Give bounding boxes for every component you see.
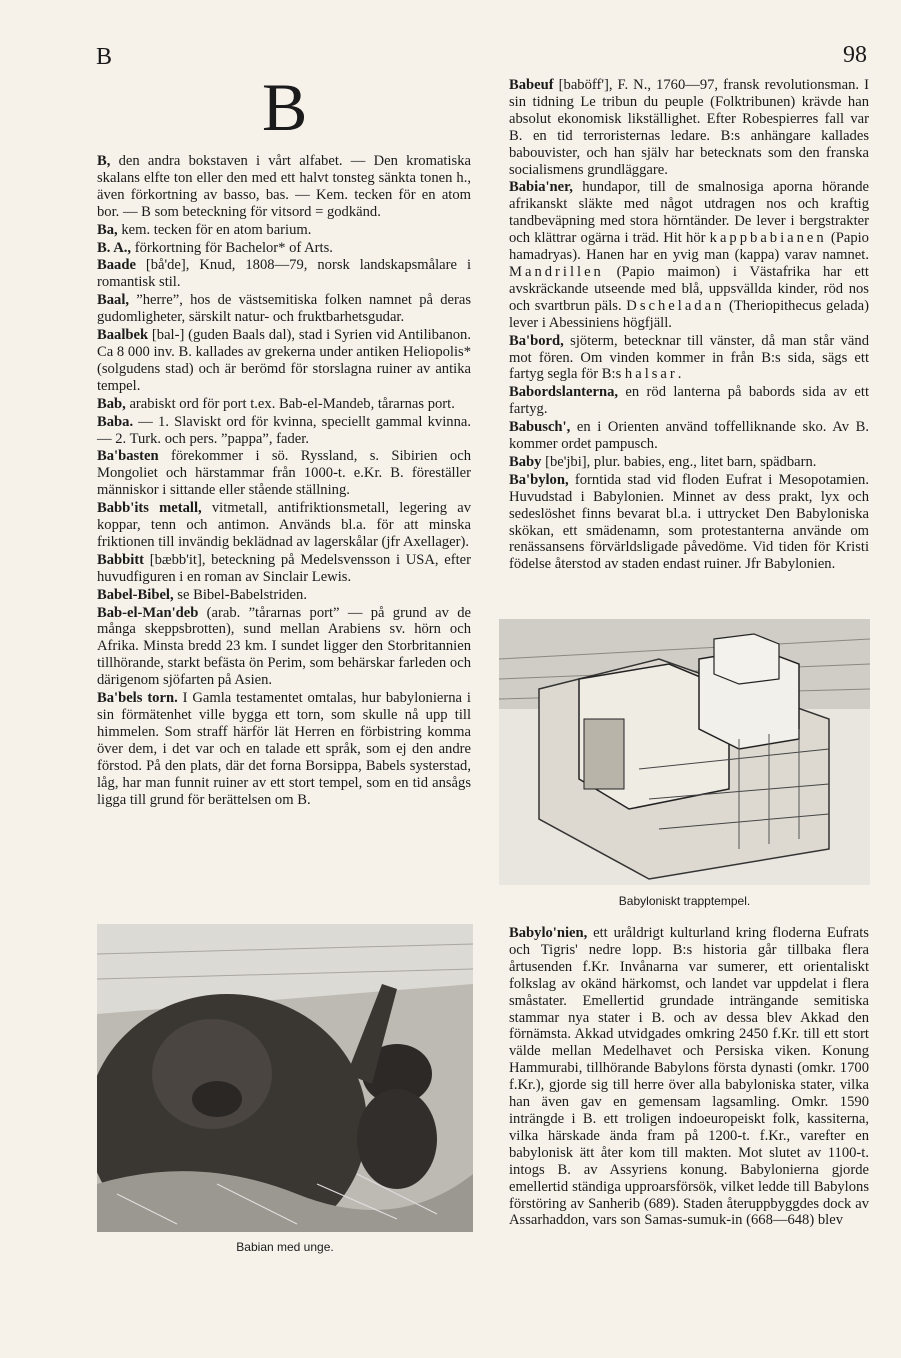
running-head: B <box>96 44 113 70</box>
baboon-photo <box>97 924 473 1232</box>
entry: Ba'basten förekommer i sö. Ryssland, s. Sibirien och Mongoliet och härstammar från 1000-t. e.Kr. B. föreställer människor i sittande eller stående ställning. <box>97 448 471 499</box>
entry: Bab-el-Man'deb (arab. ”tårarnas port” — på grund av de många skeppsbrotten), sund mellan Arabiens sv. hörn och Afrika. Minsta bredd 23 km. I sundet ligger den Storbritannien tillhörande, starkt befästa ön Perim, som behärskar farleden och därigenom sjöfarten på Asien. <box>97 604 471 689</box>
entry: Ba'bels torn. I Gamla testamentet omtalas, hur babylonierna i sin förmätenhet ville bygga ett torn, som skulle nå upp till himmelen. Som straff härför lät Herren en förbistring komma över dem, i det var och en talade ett språk, som ej den andre förstod. På den plats, där det forna Borsippa, Babels systerstad, låg, har man funnit ruiner av ett stort tempel, som en tid ansågs ligga till grund för berättelsen om B. <box>97 690 471 808</box>
entry: Babbitt [bæbb'it], beteckning på Medelsvensson i USA, efter huvudfiguren i en roman av Sinclair Lewis. <box>97 551 471 585</box>
entry: B, den andra bokstaven i vårt alfabet. — Den kromatiska skalans elfte ton eller den med ett halvt tonsteg sänkta tonen h., även förkortning av basso, bas. — Kem. tecken för en atom bor. — B som beteckning för vitsord = godkänd. <box>97 153 471 220</box>
entry: Ba, kem. tecken för en atom barium. <box>97 221 312 238</box>
entry: Ba'bylon, forntida stad vid floden Eufrat i Mesopotamien. Huvudstad i Babylonien. Minnet av dess prakt, lyx och sedeslöshet finns bevarat bl.a. i uttrycket Den Babyloniska skökan, ett smädenamn, som protestanterna använde om renässansens förvärldsligade påvedöme. Vid tiden för Kristi födelse återstod av staden endast ruiner. Jfr Babylonien. <box>509 471 869 573</box>
section-letter: B <box>262 69 308 145</box>
entry: Babia'ner, hundapor, till de smalnosiga aporna hörande afrikanskt släkte med något utdragen nos och kraftig tandbeväpning med stora hörntänder. De lever i bergstrakter och klättrar ogärna i träd. Hit hör kappbabianen (Papio hamadryas). Hanen har en yvig man (kappa) varav namnet. Mandrillen (Papio maimon) i Västafrika har ett avskräckande utseende med blå, uppsvällda kinder, röd nos och svartbrun päls. Dscheladan (Theriopithecus gelada) lever i Abessiniens högfjäll. <box>509 179 869 331</box>
entry: Babylo'nien, ett uråldrigt kulturland kring floderna Eufrats och Tigris' nedre lopp. B:s historia går tillbaka flera årtusenden f.Kr. Invånarna var sumerer, ett orientaliskt folkslag av okänd härkomst, och landet var uppdelat i flera småstater. Emellertid grundade inträngande semitiska stammar nya stater i B. och av dessa blev Akkad den förnämsta. Akkad utvidgades omkring 2450 f.Kr. till ett stort välde mellan Medelhavet och Persiska viken. Konung Hammurabi, tillhörande Babylons första dynasti (omkr. 1700 f.Kr.), gjorde sig till herre över alla babyloniska stater, vilka han även gav en gemensam lagsamling. Omkr. 1590 inträngde i B. ett troligen indoeuropeiskt folk, kassiterna, vilka härskade ända fram på 1200-t. f.Kr., varefter en babylonisk ätt åter kom till makten. Mot slutet av 1100-t. intogs B. av Assyriens konung. Babylonierna gjorde emellertid ständiga upproarsförsök, vilket ledde till Babylons förstöring av Sanherib (689). Staden återuppbyggdes dock av Assarhaddon, vars son Samas-sumuk-in (668—648) blev <box>509 925 869 1229</box>
entry: Babel-Bibel, se Bibel-Babelstriden. <box>97 586 307 603</box>
page-number: 98 <box>843 42 867 68</box>
entry: B. A., förkortning för Bachelor* of Arts. <box>97 239 333 256</box>
baboon-caption: Babian med unge. <box>236 1240 334 1254</box>
entry: Babordslanterna, en röd lanterna på babords sida av ett fartyg. <box>509 384 869 418</box>
entry: Baal, ”herre”, hos de västsemitiska folken namnet på deras gudomligheter, särskilt natur- och fruktbarhetsgudar. <box>97 292 471 326</box>
entry: Baby [be'jbi], plur. babies, eng., litet barn, spädbarn. <box>509 453 817 470</box>
temple-caption: Babyloniskt trapptempel. <box>618 894 751 908</box>
entry: Baba. — 1. Slaviskt ord för kvinna, speciellt gammal kvinna. — 2. Turk. och pers. ”pappa”, fader. <box>97 413 471 447</box>
entry: Babeuf [baböff'], F. N., 1760—97, fransk revolutionsman. I sin tidning Le tribun du peuple (Folktribunen) krävde han absolut ekonomisk likställighet. Efter Robespierres fall var B. en tid terroristernas ledare. B:s anhängare kallades babouvister, och han själv har betecknats som den franska socialismens grundläggare. <box>509 77 869 178</box>
left-column <box>97 153 471 809</box>
entry: Ba'bord, sjöterm, betecknar till vänster, då man står vänd mot fören. Om vinden kommer in från B:s sida, sägs ett fartyg segla för B:s halsar. <box>509 332 869 383</box>
entry: Bab, arabiskt ord för port t.ex. Bab-el-Mandeb, tårarnas port. <box>97 395 455 412</box>
entry: Baalbek [bal-] (guden Baals dal), stad i Syrien vid Antilibanon. Ca 8 000 inv. B. kallades av grekerna under antiken Heliopolis* (solgudens stad) och är berömd för storslagna ruiner av antika tempel. <box>97 327 471 394</box>
temple-illustration <box>499 619 870 885</box>
right-column-continued <box>509 925 869 1230</box>
entry: Baade [bå'de], Knud, 1808—79, norsk landskapsmålare i romantisk stil. <box>97 257 471 291</box>
right-column <box>509 77 869 574</box>
entry: Babusch', en i Orienten använd toffelliknande sko. Av B. kommer ordet pampusch. <box>509 419 869 453</box>
entry: Babb'its metall, vitmetall, antifriktionsmetall, legering av koppar, tenn och antimon. Används bl.a. för att minska friktionen till invändig beklädnad av lagerskålar (jfr Axellager). <box>97 500 471 550</box>
